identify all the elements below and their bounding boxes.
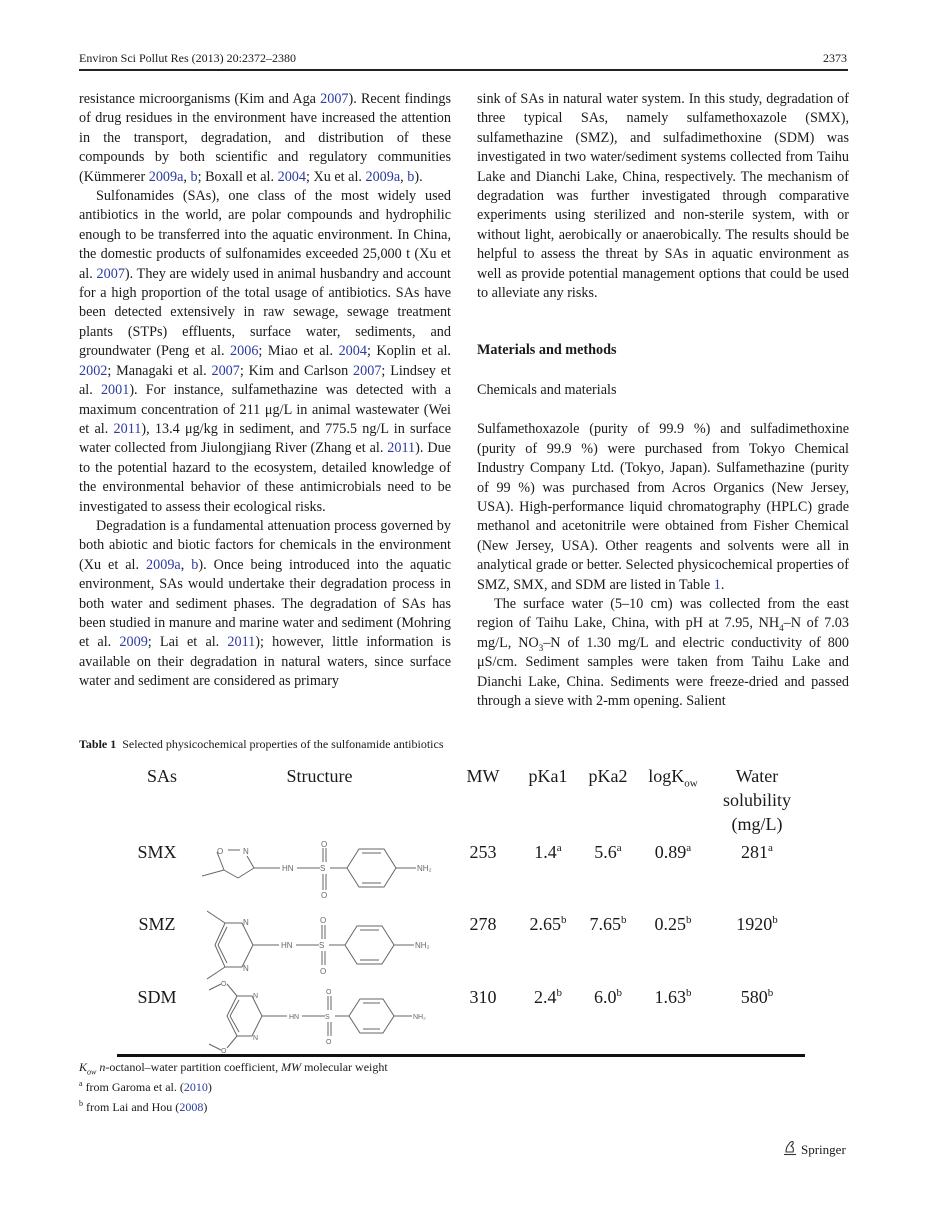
springer-knight-icon	[783, 1140, 797, 1160]
citation-link[interactable]: 2007	[211, 362, 240, 379]
cell-logkow: 0.25$^b$	[654, 914, 692, 934]
journal-citation: Environ Sci Pollut Res (2013) 20:2372–2380	[79, 51, 296, 65]
cell-solubility: 580$^b$	[740, 987, 774, 1007]
table-caption	[79, 737, 443, 752]
cell-pka2: 7.65$^b$	[589, 914, 627, 934]
row-name-smx: SMX	[137, 842, 177, 862]
svg-text:O: O	[326, 1039, 332, 1046]
cell-mw: 310	[469, 987, 497, 1007]
col-header-logkow: logK$_{ow}$	[648, 766, 698, 790]
cell-pka1: 1.4$^a$	[534, 842, 562, 862]
citation-link[interactable]: 2007	[353, 362, 382, 379]
citation-link[interactable]: b	[407, 168, 415, 185]
svg-text:O: O	[321, 840, 328, 849]
table-bottom-rule	[117, 1054, 805, 1057]
col-header-structure: Structure	[286, 766, 353, 786]
svg-text:NH₂: NH₂	[415, 941, 430, 950]
cell-solubility: 281$^a$	[741, 842, 773, 862]
citation-link[interactable]: 2008	[179, 1100, 204, 1114]
svg-text:N: N	[253, 993, 259, 1000]
paragraph: Degradation is a fundamental attenuation process governed by both abiotic and biotic factors for chemicals in the environment (Xu et al. 2009a, b). Once being introduced into the aquatic environment, SAs would undertake their degradation process in both water and sediment phases. The degradation of SAs has been studied in manure and marine water and sediment (Mohring et al. 2009; Lai et al. 2011); however, little information is available on their degradation in natural waters, since surface water and sediment are considered as primary	[79, 517, 452, 690]
citation-link[interactable]: b	[191, 556, 199, 573]
col-header-pka1: pKa1	[528, 766, 568, 786]
citation-link[interactable]: 2007	[320, 91, 349, 107]
svg-text:HN: HN	[281, 941, 293, 950]
structure-smz	[207, 905, 452, 980]
svg-text:O: O	[320, 967, 327, 976]
cell-pka2: 5.6$^a$	[594, 842, 622, 862]
cell-logkow: 1.63$^b$	[654, 987, 692, 1007]
structure-smx	[202, 840, 447, 902]
svg-text:O: O	[221, 981, 227, 988]
table-1	[117, 760, 805, 1060]
table-label: Table 1	[79, 737, 117, 751]
svg-text:HN: HN	[289, 1014, 300, 1021]
svg-text:NH₂: NH₂	[413, 1014, 426, 1021]
citation-link[interactable]: 2010	[183, 1080, 208, 1094]
svg-text:O: O	[326, 989, 332, 996]
page-number: 2373	[823, 51, 847, 65]
svg-text:N: N	[243, 847, 249, 856]
svg-text:N: N	[243, 918, 249, 927]
svg-text:O: O	[321, 891, 328, 900]
paragraph: sink of SAs in natural water system. In this study, degradation of three typical SAs, namely sulfamethoxazole (SMX), sulfamethazine (SMZ), and sulfadimethoxine (SDM) was investigated in two water/sediment systems collected from Taihu Lake and Dianchi Lake, China, respectively. The mechanism of degradation was further investigated through comparative experiments using sterilized and non-sterile system, with or without light, aerobically or anaerobically. The results should be helpful to assess the threat by SAs in aquatic environment as well as provide potential management options that could be used to alleviate any risks.	[477, 91, 849, 302]
svg-text:S: S	[325, 1014, 330, 1021]
structure-sdm	[207, 978, 452, 1053]
col-header-pka2: pKa2	[588, 766, 628, 786]
cell-mw: 253	[469, 842, 497, 862]
svg-text:NH₂: NH₂	[417, 864, 432, 873]
citation-link[interactable]: 2004	[338, 343, 367, 360]
table-caption-text: Selected physicochemical properties of the sulfonamide antibiotics	[122, 737, 444, 751]
citation-link[interactable]: 2011	[227, 634, 256, 651]
col-header-mw: MW	[466, 766, 500, 786]
col-header-water-solubility: Water solubility (mg/L)	[722, 766, 791, 834]
citation-link[interactable]: 2004	[277, 168, 306, 185]
citation-link[interactable]: 2006	[230, 343, 259, 360]
citation-link[interactable]: 2001	[100, 382, 130, 399]
publisher-name: Springer	[801, 1142, 846, 1157]
subsection-title: Chemicals and materials	[477, 381, 617, 398]
left-column	[79, 90, 451, 692]
running-header	[79, 51, 847, 66]
citation-link[interactable]: 2011	[387, 440, 416, 457]
publisher-logo	[783, 1140, 846, 1160]
citation-link[interactable]: 2002	[79, 362, 108, 379]
row-name-sdm: SDM	[137, 987, 177, 1007]
citation-link[interactable]: 1	[713, 576, 721, 593]
cell-pka1: 2.4$^b$	[534, 987, 562, 1007]
svg-text:O: O	[217, 847, 224, 856]
svg-text:S: S	[320, 864, 326, 873]
svg-text:O: O	[320, 916, 327, 925]
citation-link[interactable]: 2009	[119, 634, 148, 651]
svg-text:O: O	[221, 1048, 227, 1053]
paragraph: The surface water (5–10 cm) was collected from the east region of Taihu Lake, China, with pH at 7.95, $NH_4-N$ of 7.03 mg/L, $NO_3-N$ of 1.30 mg/L and electric conductivity of 800 μS/cm. Sediment samples were taken from Taihu Lake and Dianchi Lake, China. Sediments were freeze-dried and passed through a sieve with 2-mm opening. Salient	[477, 595, 849, 709]
row-name-smz: SMZ	[138, 914, 176, 934]
svg-text:N: N	[243, 964, 249, 973]
citation-link[interactable]: 2011	[113, 420, 142, 437]
section-title: Materials and methods	[477, 342, 617, 359]
cell-pka2: 6.0$^b$	[594, 987, 622, 1007]
table-footnote-abbreviations: $K_{ow}$ n-octanol–water partition coefficient, MW molecular weight	[79, 1060, 388, 1077]
paragraph: Sulfonamides (SAs), one class of the most widely used antibiotics in the world, are polar compounds and hydrophilic enough to be transferred into the aquatic environment. In China, the domestic products of sulfonamides exceeded 25,000 t (Xu et al. 2007). They are widely used in animal husbandry and account for a high proportion of the total usage of antibiotics. SAs have been detected extensively in raw sewage, sewage treatment plants (STPs) effluents, surface water, sediments, and groundwater (Peng et al. 2006; Miao et al. 2004; Koplin et al. 2002; Managaki et al. 2007; Kim and Carlson 2007; Lindsey et al. 2001). For instance, sulfamethazine was detected with a maximum concentration of 211 μg/L in animal wastewater (Wei et al. 2011), 13.4 μg/kg in sediment, and 775.5 ng/L in surface water collected from Jiulongjiang River (Zhang et al. 2011). Due to the potential hazard to the ecosystem, detailed knowledge of the environmental behavior of these antimicrobials need to be investigated to assess their ecological risks.	[79, 188, 452, 515]
cell-mw: 278	[469, 914, 497, 934]
citation-link[interactable]: 2009a	[146, 556, 181, 573]
right-column	[477, 90, 849, 711]
cell-pka1: 2.65$^b$	[529, 914, 567, 934]
citation-link[interactable]: 2009a	[365, 168, 401, 185]
table-footnote-a: $^a$ from Garoma et al. (2010)	[79, 1079, 212, 1094]
table-footnote-b: $^b$ from Lai and Hou (2008)	[79, 1099, 208, 1114]
cell-logkow: 0.89$^a$	[654, 842, 692, 862]
svg-text:N: N	[253, 1035, 259, 1042]
paragraph: Sulfamethoxazole (purity of 99.9 %) and sulfadimethoxine (purity of 99.9 %) were purchased from Tokyo Chemical Industry Company Ltd. (Tokyo, Japan). Sulfamethazine (purity of 99 %) was purchased from Acros Organics (New Jersey, USA). High-performance liquid chromatography (HPLC) grade methanol and acetonitrile were obtained from Fisher Chemical (New Jersey, USA). Other reagents and solvents were all in analytical grade or better. Selected physicochemical properties of SMZ, SMX, and SDM are listed in Table 1.	[477, 421, 849, 593]
header-rule	[79, 69, 848, 71]
svg-text:S: S	[319, 941, 325, 950]
paragraph: resistance microorganisms (Kim and Aga 2007). Recent findings of drug residues in the environment have increased the attention in the transport, degradation, and distribution of these compounds by both scientific and regulatory communities (Kümmerer 2009a, b; Boxall et al. 2004; Xu et al. 2009a, b).	[79, 91, 451, 185]
cell-solubility: 1920$^b$	[736, 914, 778, 934]
col-header-sas: SAs	[146, 766, 177, 786]
citation-link[interactable]: b	[190, 168, 198, 185]
citation-link[interactable]: 2007	[96, 265, 125, 282]
svg-text:HN: HN	[282, 864, 294, 873]
citation-link[interactable]: 2009a	[148, 168, 184, 185]
